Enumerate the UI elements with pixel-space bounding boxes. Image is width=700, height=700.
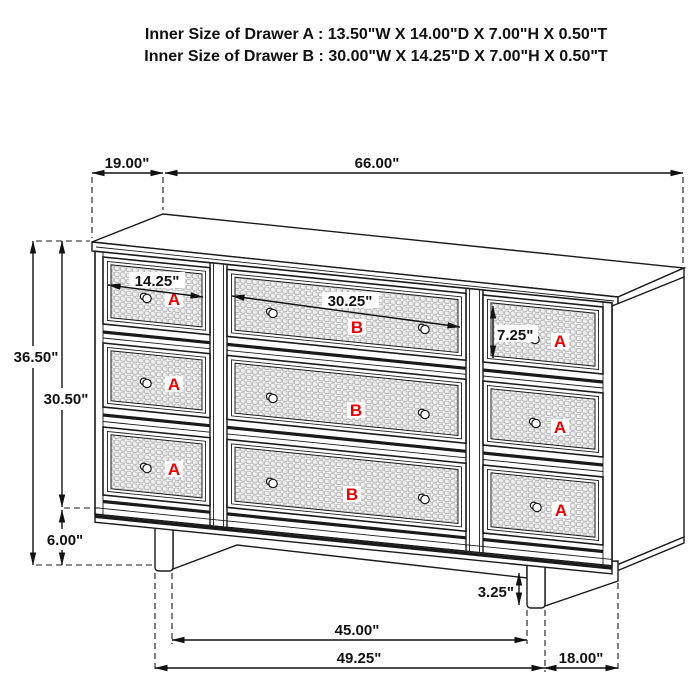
overall-width-label: 66.00" [354,155,400,172]
dimension-outer-leg-span [155,650,544,668]
drawer-a-label: A [167,290,181,309]
drawer-a-label: A [167,375,181,394]
dimension-leg-height [47,510,83,565]
drawer-a-mid-left [103,343,210,418]
dresser-side-panel [612,277,684,573]
dimension-foot-height [478,573,519,605]
top-depth-label: 19.00" [104,155,150,172]
drawer-b-label: B [349,401,363,420]
dimension-inner-leg-span [172,622,527,640]
dimension-top-depth [92,155,163,173]
drawer-a-width-label: 14.25" [134,273,180,290]
right-leg [527,565,545,608]
drawer-b-label: B [345,485,359,504]
drawer-a-label: A [553,418,567,437]
outer-leg-span-label: 49.25" [336,650,382,667]
drawer-b-label: B [350,318,364,337]
drawer-a-label: A [554,501,568,520]
center-stile-left [210,263,227,528]
case-height-label: 30.50" [43,391,89,408]
dimension-case-height [44,241,89,507]
side-depth-label: 18.00" [558,650,604,667]
title-line-drawer-a: Inner Size of Drawer A : 13.50"W X 14.00"D X 7.00"H X 0.50"T [144,26,608,43]
foot-height-label: 3.25" [477,584,514,601]
left-leg [155,528,173,571]
drawer-a-bottom-right [483,465,603,545]
title-line-drawer-b: Inner Size of Drawer B : 30.00"W X 14.25"D X 7.00"H X 0.50"T [144,48,608,65]
leg-height-label: 6.00" [46,532,84,549]
dimension-side-depth [544,650,618,668]
drawer-a-bottom-left [103,427,210,506]
inner-leg-span-label: 45.00" [334,622,380,639]
drawer-front-height-label: 7.25" [497,327,534,344]
drawer-b-width-label: 30.25" [327,293,373,310]
overall-height-label: 36.50" [13,349,59,366]
drawer-a-mid-right [483,381,603,457]
drawer-a-label: A [553,332,567,351]
center-stile-right [466,288,483,553]
dimension-overall-width [165,155,683,173]
drawer-a-label: A [167,460,181,479]
